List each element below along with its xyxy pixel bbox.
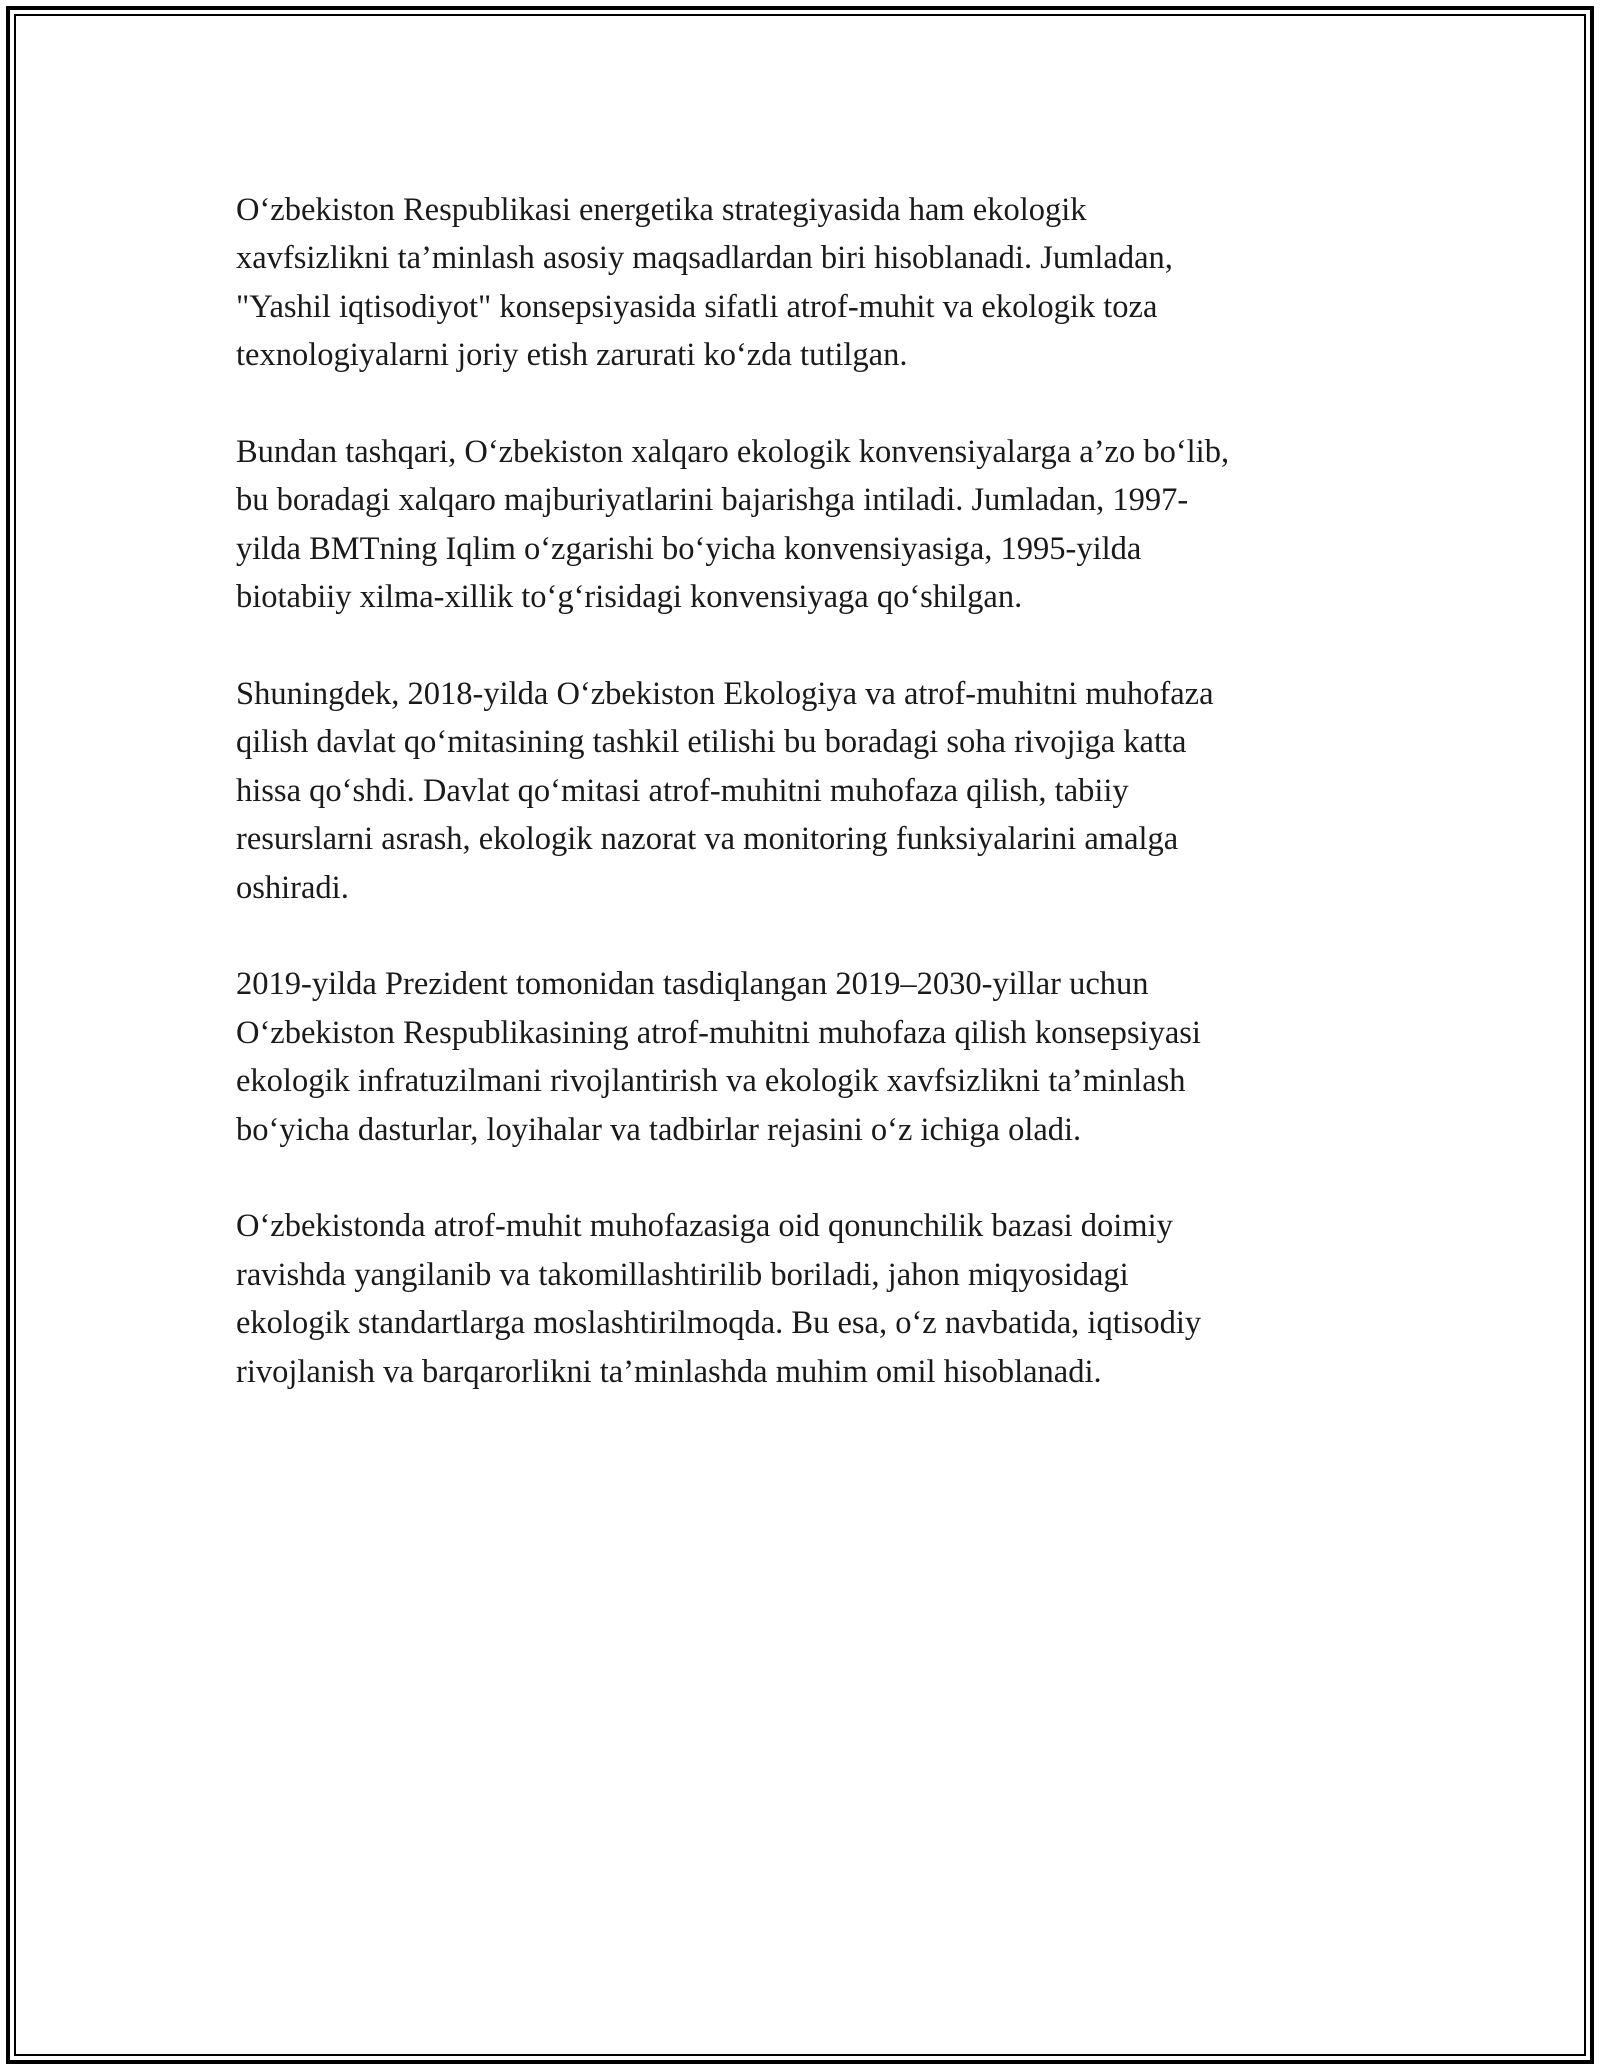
text-line: bu boradagi xalqaro majburiyatlarini bajarishga intiladi. Jumladan, 1997-	[236, 482, 1189, 519]
text-line: O‘zbekiston Respublikasining atrof-muhitni muhofaza qilish konsepsiyasi	[236, 1014, 1201, 1051]
paragraph-energy-strategy	[236, 186, 1376, 380]
text-line: texnologiyalarni joriy etish zarurati ko‘zda tutilgan.	[236, 337, 908, 374]
text-line: xavfsizlikni ta’minlash asosiy maqsadlardan biri hisoblanadi. Jumladan,	[236, 240, 1173, 277]
text-line: yilda BMTning Iqlim o‘zgarishi bo‘yicha konvensiyasiga, 1995-yilda	[236, 530, 1142, 567]
text-line: ekologik infratuzilmani rivojlantirish va ekologik xavfsizlikni ta’minlash	[236, 1063, 1186, 1100]
text-line: oshiradi.	[236, 869, 349, 906]
text-line: bo‘yicha dasturlar, loyihalar va tadbirlar rejasini o‘z ichiga oladi.	[236, 1111, 1082, 1148]
text-line: Shuningdek, 2018-yilda O‘zbekiston Ekologiya va atrof-muhitni muhofaza	[236, 676, 1214, 713]
paragraph-ecology-committee	[236, 670, 1376, 912]
document-body	[236, 186, 1376, 1444]
paragraph-environment-concept	[236, 960, 1376, 1154]
text-line: rivojlanish va barqarorlikni ta’minlashda muhim omil hisoblanadi.	[236, 1353, 1102, 1390]
text-line: biotabiiy xilma-xillik to‘g‘risidagi konvensiyaga qo‘shilgan.	[236, 579, 1023, 616]
text-line: Bundan tashqari, O‘zbekiston xalqaro ekologik konvensiyalarga a’zo bo‘lib,	[236, 434, 1230, 471]
paragraph-international-conventions	[236, 428, 1376, 622]
text-line: O‘zbekistonda atrof-muhit muhofazasiga oid qonunchilik bazasi doimiy	[236, 1208, 1173, 1245]
text-line: hissa qo‘shdi. Davlat qo‘mitasi atrof-muhitni muhofaza qilish, tabiiy	[236, 772, 1129, 809]
text-line: ekologik standartlarga moslashtirilmoqda. Bu esa, o‘z navbatida, iqtisodiy	[236, 1305, 1202, 1342]
text-line: 2019-yilda Prezident tomonidan tasdiqlangan 2019–2030-yillar uchun	[236, 966, 1149, 1003]
text-line: resurslarni asrash, ekologik nazorat va monitoring funksiyalarini amalga	[236, 821, 1179, 858]
text-line: O‘zbekiston Respublikasi energetika strategiyasida ham ekologik	[236, 192, 1087, 228]
paragraph-legislation	[236, 1202, 1376, 1396]
text-line: qilish davlat qo‘mitasining tashkil etilishi bu boradagi soha rivojiga katta	[236, 724, 1187, 761]
text-line: ravishda yangilanib va takomillashtirilib boriladi, jahon miqyosidagi	[236, 1256, 1129, 1293]
text-line: "Yashil iqtisodiyot" konsepsiyasida sifatli atrof-muhit va ekologik toza	[236, 288, 1158, 325]
